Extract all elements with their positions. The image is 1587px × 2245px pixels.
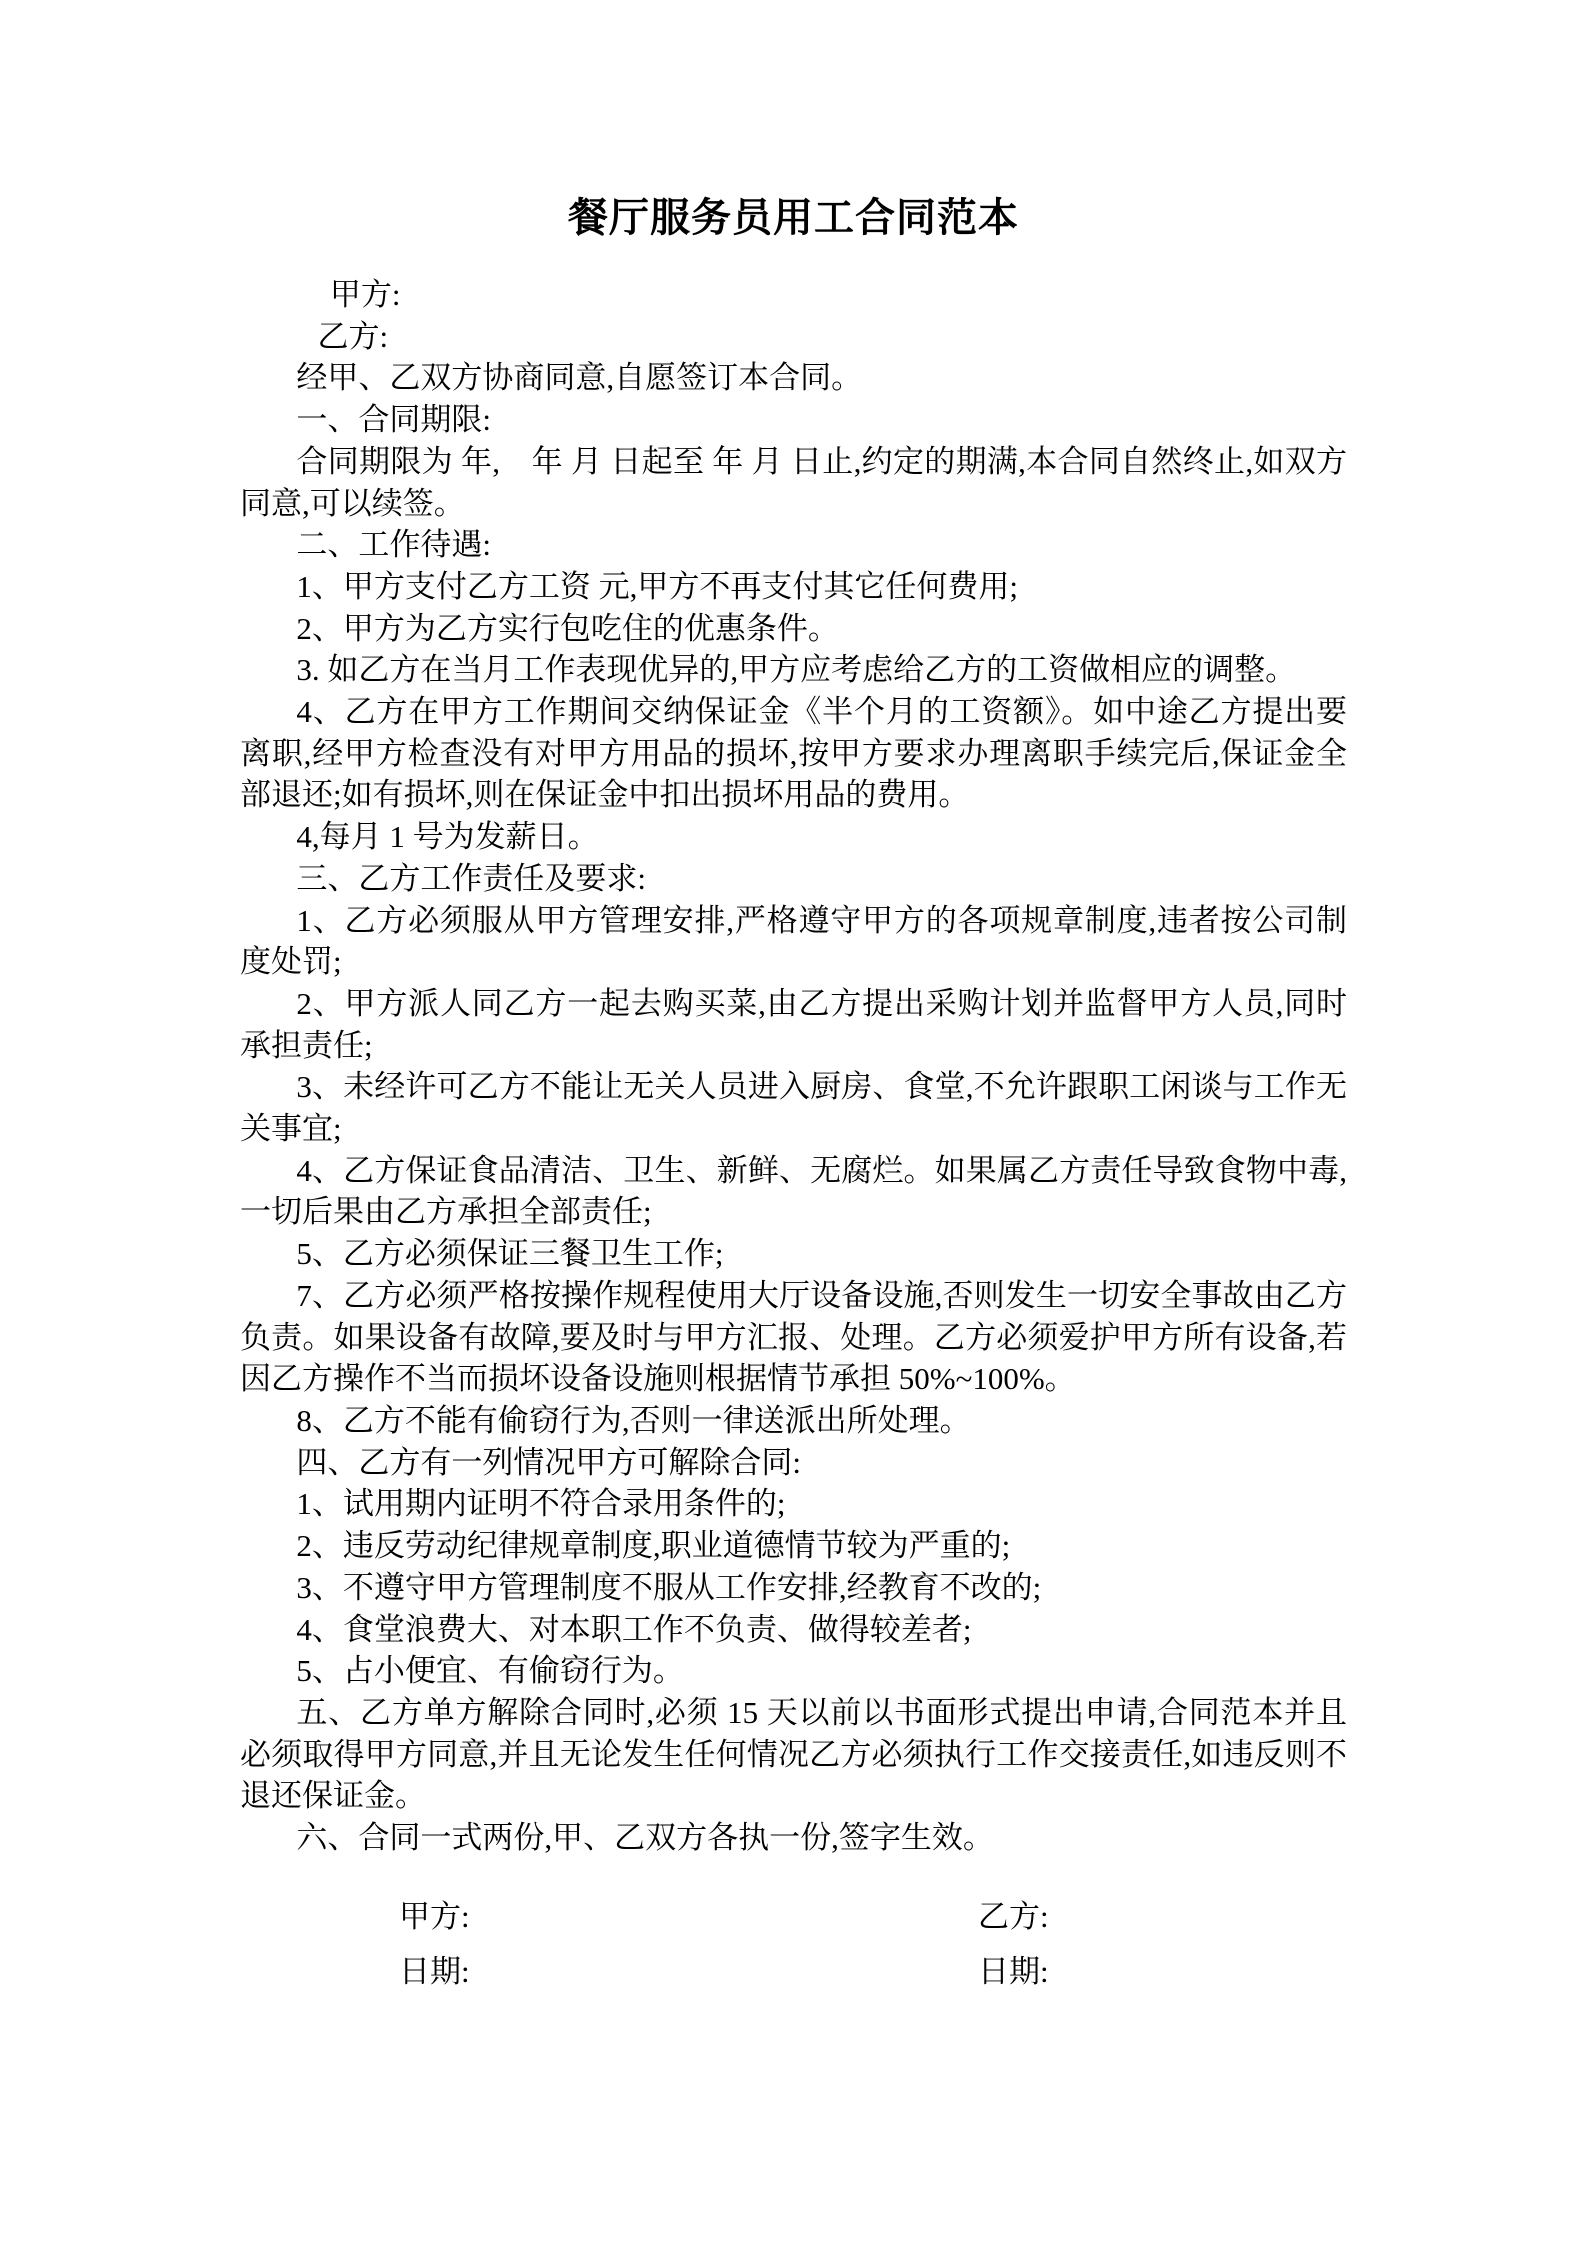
signature-row-dates: [240, 1944, 1347, 1999]
clause-3-2: 2、甲方派人同乙方一起去购买菜,由乙方提出采购计划并监督甲方人员,同时承担责任;: [240, 985, 1347, 1063]
intro-line: 经甲、乙双方协商同意,自愿签订本合同。: [296, 360, 863, 396]
clause-1-1: 合同期限为 年, 年 月 日起至 年 月 日止,约定的期满,本合同自然终止,如双方同意,可以续签。: [240, 443, 1347, 521]
payday-line: 4,每月 1 号为发薪日。: [296, 819, 599, 855]
signature-party-a-label: 甲方:: [399, 1898, 470, 1934]
clause-2-3: 3. 如乙方在当月工作表现优异的,甲方应考虑给乙方的工资做相应的调整。: [296, 652, 1297, 688]
clause-3-1: 1、乙方必须服从甲方管理安排,严格遵守甲方的各项规章制度,违者按公司制度处罚;: [240, 902, 1347, 980]
clause-2-2: 2、甲方为乙方实行包吃住的优惠条件。: [296, 610, 839, 646]
clause-2-1: 1、甲方支付乙方工资 元,甲方不再支付其它任何费用;: [296, 568, 1019, 604]
clause-4-3: 3、不遵守甲方管理制度不服从工作安排,经教育不改的;: [296, 1569, 1042, 1605]
clause-3-7: 7、乙方必须严格按操作规程使用大厅设备设施,否则发生一切安全事故由乙方负责。如果设备有故障,要及时与甲方汇报、处理。乙方必须爱护甲方所有设备,若因乙方操作不当而损坏设备设施则根据情节承担 50%~100%。: [240, 1277, 1347, 1397]
clause-4-1: 1、试用期内证明不符合录用条件的;: [296, 1486, 786, 1522]
signature-row-parties: [240, 1889, 1347, 1944]
clause-4-5: 5、占小便宜、有偷窃行为。: [296, 1653, 684, 1689]
signature-date-b-label: 日期:: [978, 1953, 1049, 1989]
party-a-line: 甲方:: [329, 277, 401, 312]
contract-body: [240, 274, 1347, 1859]
section-2-heading: 二、工作待遇:: [296, 527, 492, 563]
party-b-line: 乙方:: [317, 318, 389, 354]
clause-3-8: 8、乙方不能有偷窃行为,否则一律送派出所处理。: [296, 1402, 971, 1438]
clause-2-4: 4、乙方在甲方工作期间交纳保证金《半个月的工资额》。如中途乙方提出要离职,经甲方检查没有对甲方用品的损坏,按甲方要求办理离职手续完后,保证金全部退还;如有损坏,则在保证金中扣出损坏用品的费用。: [240, 694, 1347, 813]
clause-3-5: 5、乙方必须保证三餐卫生工作;: [296, 1236, 724, 1272]
clause-4-2: 2、违反劳动纪律规章制度,职业道德情节较为严重的;: [296, 1528, 1011, 1564]
signature-party-b-label: 乙方:: [978, 1898, 1049, 1934]
section-6-clause: 六、合同一式两份,甲、乙双方各执一份,签字生效。: [296, 1820, 994, 1856]
clause-3-3: 3、未经许可乙方不能让无关人员进入厨房、食堂,不允许跟职工闲谈与工作无关事宜;: [240, 1069, 1347, 1147]
clause-3-4: 4、乙方保证食品清洁、卫生、新鲜、无腐烂。如果属乙方责任导致食物中毒,一切后果由乙方承担全部责任;: [240, 1152, 1347, 1230]
document-content: [240, 0, 1347, 1999]
section-1-heading: 一、合同期限:: [296, 402, 492, 438]
section-3-heading: 三、乙方工作责任及要求:: [296, 860, 647, 896]
section-4-heading: 四、乙方有一列情况甲方可解除合同:: [296, 1444, 802, 1480]
signature-block: [240, 1889, 1347, 1999]
section-5-clause: 五、乙方单方解除合同时,必须 15 天以前以书面形式提出申请,合同范本并且必须取得甲方同意,并且无论发生任何情况乙方必须执行工作交接责任,如违反则不退还保证金。: [240, 1694, 1347, 1814]
clause-4-4: 4、食堂浪费大、对本职工作不负责、做得较差者;: [296, 1611, 972, 1647]
signature-date-a-label: 日期:: [399, 1953, 470, 1989]
document-title: 餐厅服务员用工合同范本: [568, 195, 1019, 240]
